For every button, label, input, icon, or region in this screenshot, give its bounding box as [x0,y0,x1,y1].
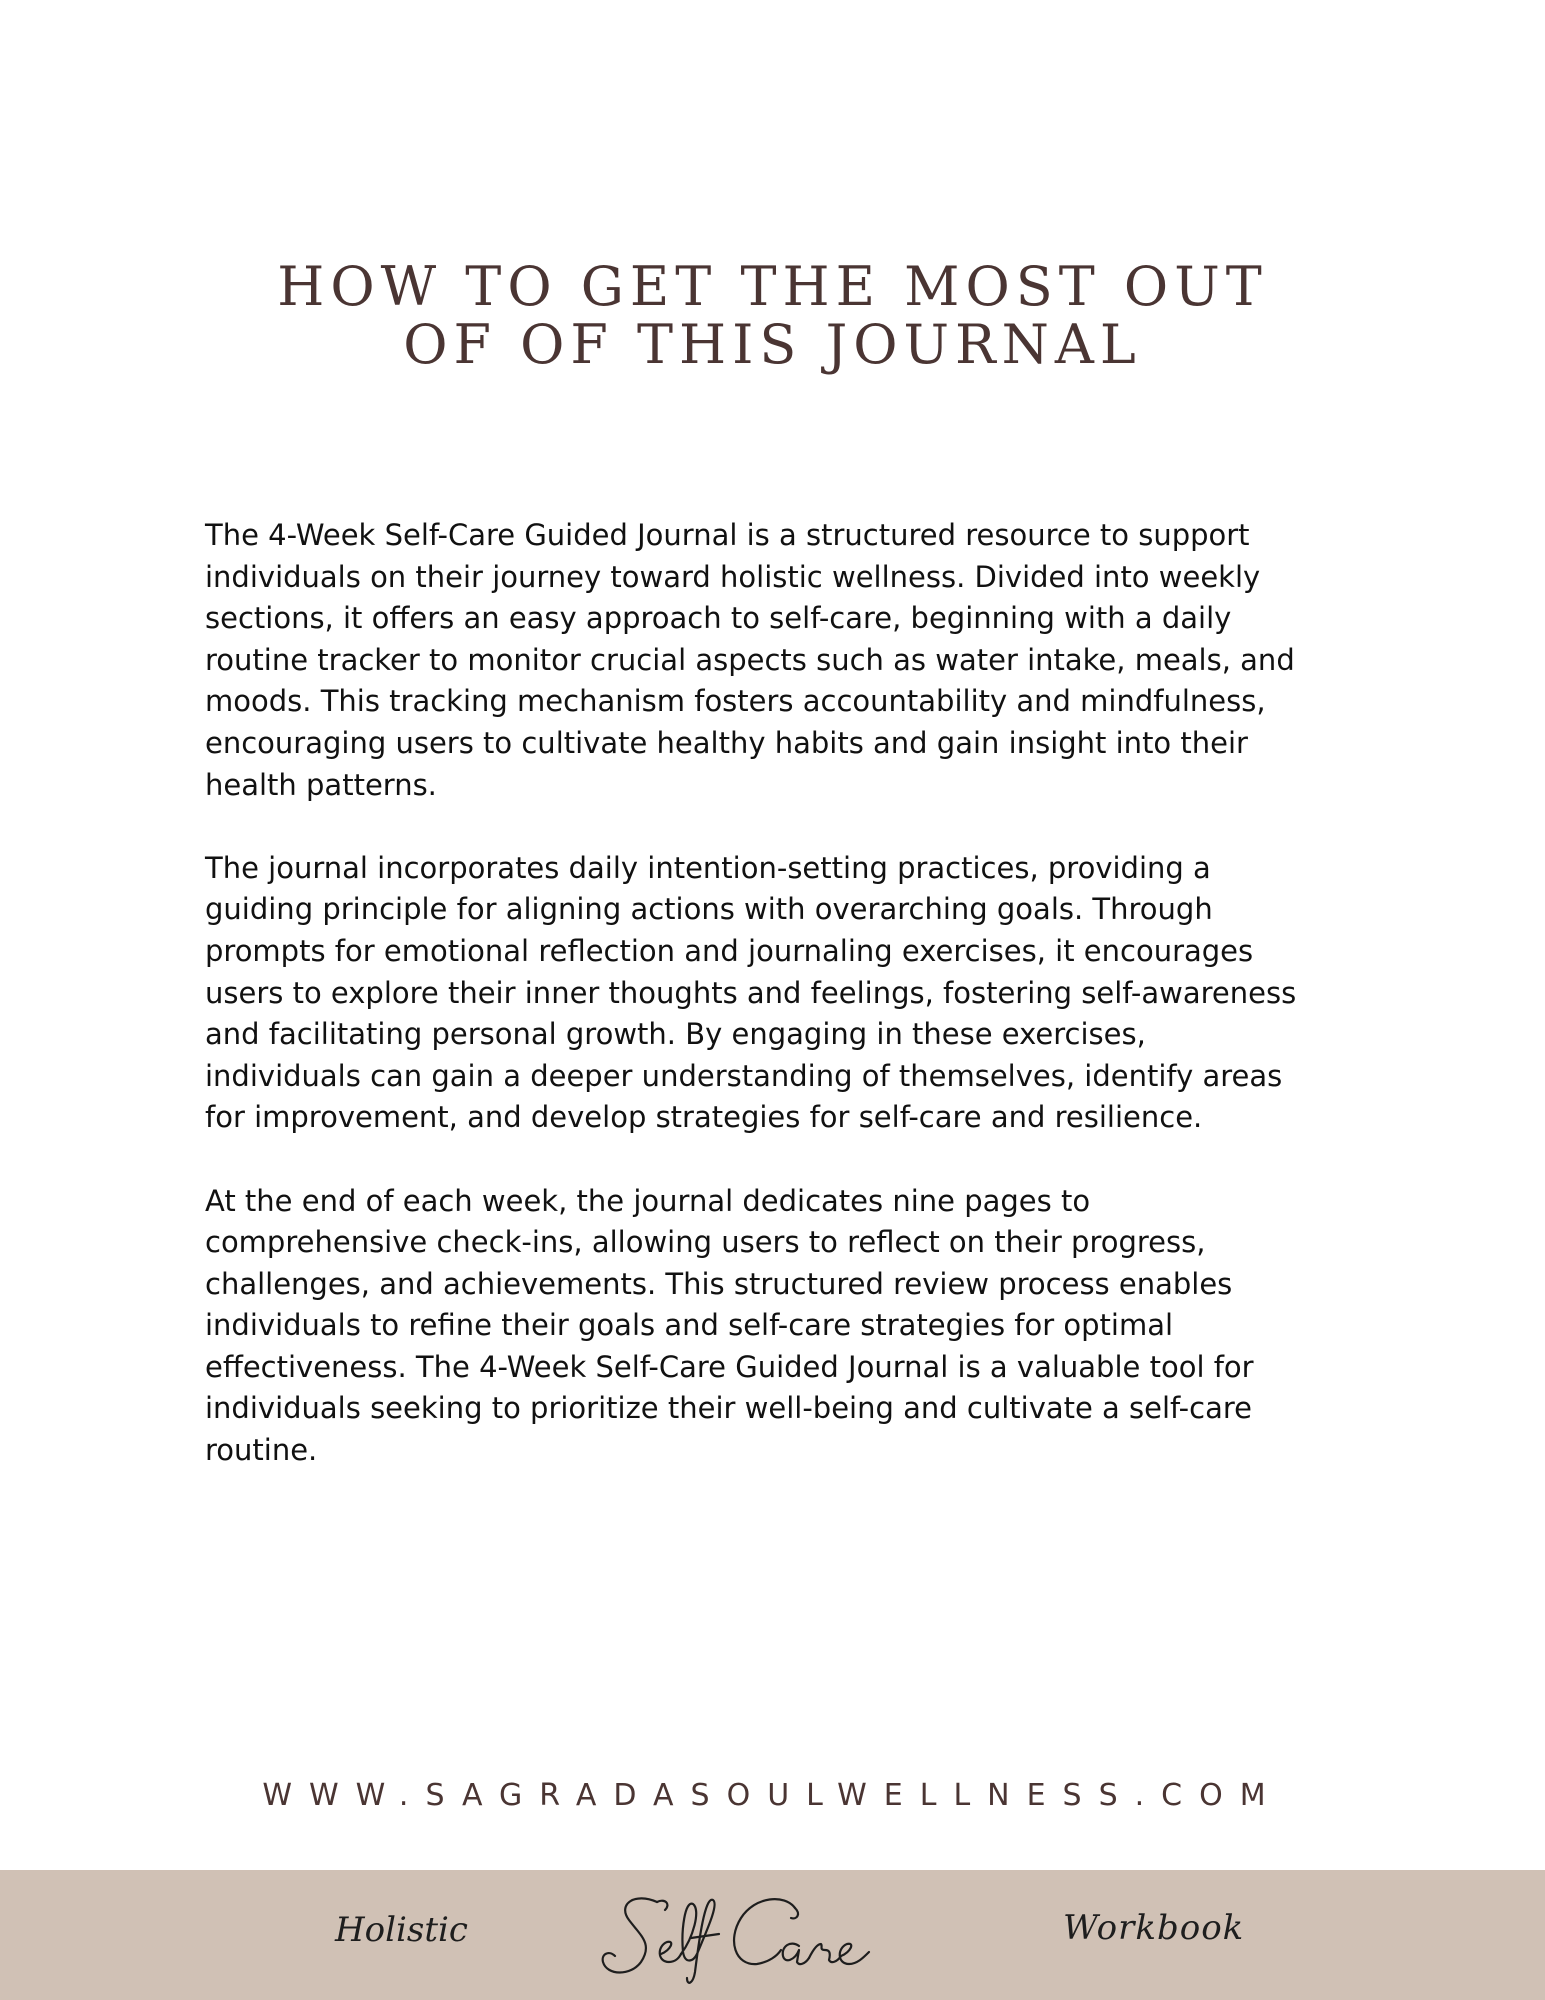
self-care-script-logo [595,1880,895,1990]
body-text [205,515,1355,1513]
website-url: WWW.SAGRADASOULWELLNESS.COM [262,1778,1283,1813]
footer-holistic-label: Holistic [335,1910,468,1950]
footer-band [0,1870,1545,2000]
body-paragraph-2: The journal incorporates daily intention-setting practices, providing a guiding principle for aligning actions with overarching goals. Through prompts for emotional reflection and journaling exercises, it encourages users to explore their inner thoughts and feelings, fostering self-awareness and facilitating personal growth. By engaging in these exercises, individuals can gain a deeper understanding of themselves, identify areas for improvement, and develop strategies for self-care and resilience. [205,850,1297,1135]
page-title-line-1: HOW TO GET THE MOST OUT [277,255,1268,318]
page-title-line-2: OF OF THIS JOURNAL [403,313,1142,376]
footer-workbook-label: Workbook [1063,1908,1245,1948]
body-paragraph-3: At the end of each week, the journal dedicates nine pages to comprehensive check-ins, allowing users to reflect on their progress, challenges, and achievements. This structured review process enables individuals to refine their goals and self-care strategies for optimal effectiveness. The 4-Week Self-Care Guided Journal is a valuable tool for individuals seeking to prioritize their well-being and cultivate a self-care routine. [205,1183,1254,1468]
page-title [0,255,1545,376]
body-paragraph-1: The 4-Week Self-Care Guided Journal is a structured resource to support individuals on their journey toward holistic wellness. Divided into weekly sections, it offers an easy approach to self-care, beginning with a daily routine tracker to monitor crucial aspects such as water intake, meals, and moods. This tracking mechanism fosters accountability and mindfulness, encouraging users to cultivate healthy habits and gain insight into their health patterns. [205,518,1295,802]
